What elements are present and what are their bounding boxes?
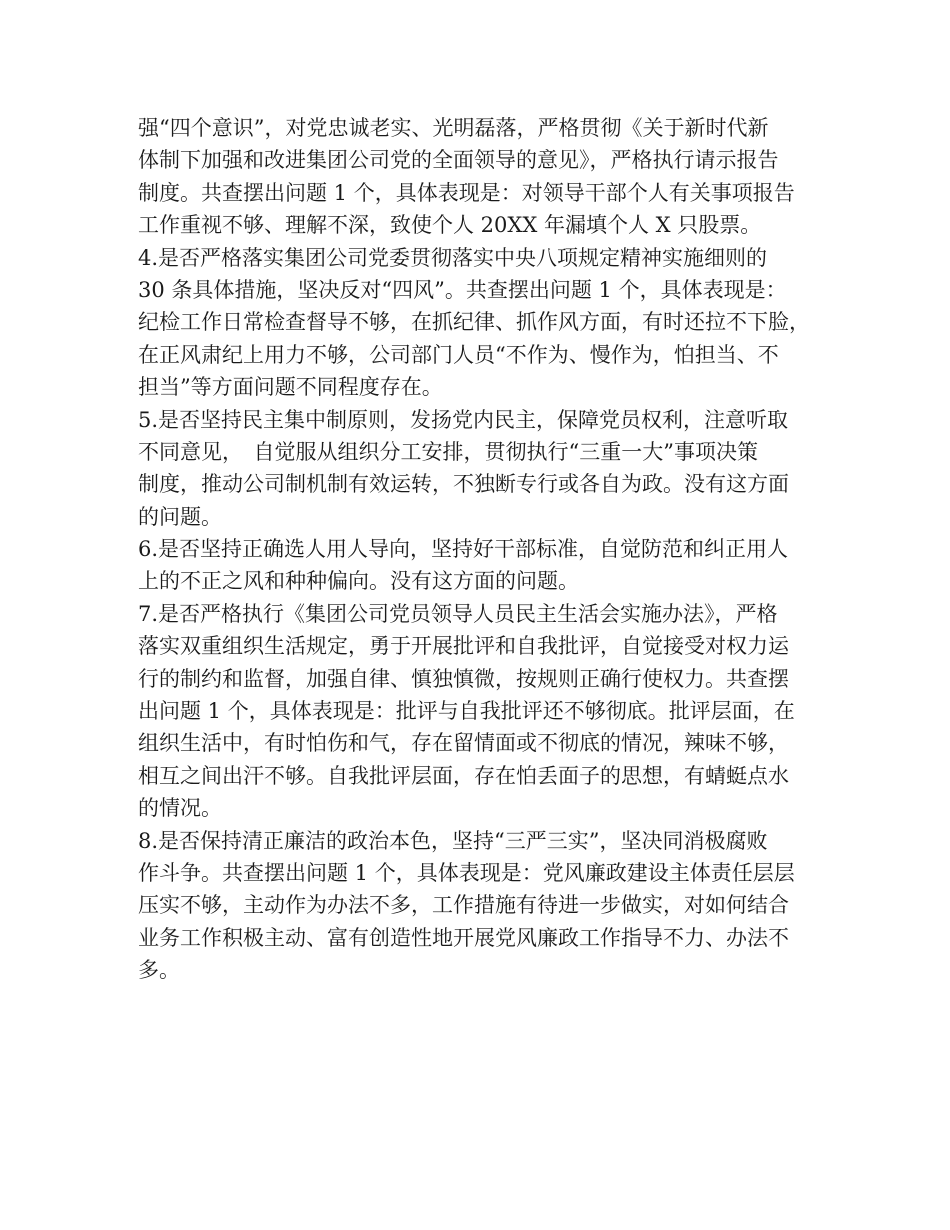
text-line: 5.是否坚持民主集中制原则，发扬党内民主，保障党员权利，注意听取 bbox=[138, 407, 789, 432]
text-line: 的问题。 bbox=[138, 504, 222, 529]
text-line: 在正风肃纪上用力不够，公司部门人员“不作为、慢作为，怕担当、不 bbox=[138, 342, 779, 367]
document-body bbox=[138, 112, 828, 987]
text-line: 工作重视不够、理解不深，致使个人 20XX 年漏填个人 X 只股票。 bbox=[138, 213, 762, 238]
text-line: 的情况。 bbox=[138, 796, 222, 821]
text-line: 组织生活中，有时怕伤和气，存在留情面或不彻底的情况，辣味不够， bbox=[138, 731, 789, 756]
text-line: 不同意见， 自觉服从组织分工安排，贯彻执行“三重一大”事项决策 bbox=[138, 439, 758, 464]
text-line: 行的制约和监督，加强自律、慎独慎微，按规则正确行使权力。共查摆 bbox=[138, 666, 789, 691]
text-line: 强“四个意识”，对党忠诚老实、光明磊落，严格贯彻《关于新时代新 bbox=[138, 116, 769, 140]
text-line: 压实不够，主动作为办法不多，工作措施有待进一步做实，对如何结合 bbox=[138, 893, 789, 918]
text-line: 6.是否坚持正确选人用人导向，坚持好干部标准，自觉防范和纠正用人 bbox=[138, 537, 789, 562]
text-line: 制度。共查摆出问题 1 个，具体表现是：对领导干部个人有关事项报告 bbox=[138, 180, 795, 205]
text-line: 7.是否严格执行《集团公司党员领导人员民主生活会实施办法》，严格 bbox=[138, 601, 778, 626]
text-line: 多。 bbox=[138, 958, 180, 983]
text-line: 担当”等方面问题不同程度存在。 bbox=[138, 375, 443, 400]
text-line: 相互之间出汗不够。自我批评层面，存在怕丢面子的思想，有蜻蜓点水 bbox=[138, 763, 789, 788]
text-line: 出问题 1 个，具体表现是：批评与自我批评还不够彻底。批评层面，在 bbox=[138, 699, 795, 724]
text-line: 4.是否严格落实集团公司党委贯彻落实中央八项规定精神实施细则的 bbox=[138, 245, 768, 270]
text-line: 落实双重组织生活规定，勇于开展批评和自我批评，自觉接受对权力运 bbox=[138, 634, 789, 659]
text-line: 制度，推动公司制机制有效运转，不独断专行或各自为政。没有这方面 bbox=[138, 472, 789, 497]
text-line: 上的不正之风和种种偏向。没有这方面的问题。 bbox=[138, 569, 579, 594]
text-line: 业务工作积极主动、富有创造性地开展党风廉政工作指导不力、办法不 bbox=[138, 925, 789, 950]
text-line: 作斗争。共查摆出问题 1 个，具体表现是：党风廉政建设主体责任层层 bbox=[138, 860, 795, 885]
text-line: 30 条具体措施，坚决反对“四风”。共查摆出问题 1 个，具体表现是： bbox=[138, 277, 787, 302]
text-line: 纪检工作日常检查督导不够，在抓纪律、抓作风方面，有时还拉不下脸， bbox=[138, 310, 810, 335]
text-line: 体制下加强和改进集团公司党的全面领导的意见》，严格执行请示报告 bbox=[138, 148, 779, 173]
text-line: 8.是否保持清正廉洁的政治本色，坚持“三严三实”，坚决同消极腐败 bbox=[138, 828, 768, 853]
